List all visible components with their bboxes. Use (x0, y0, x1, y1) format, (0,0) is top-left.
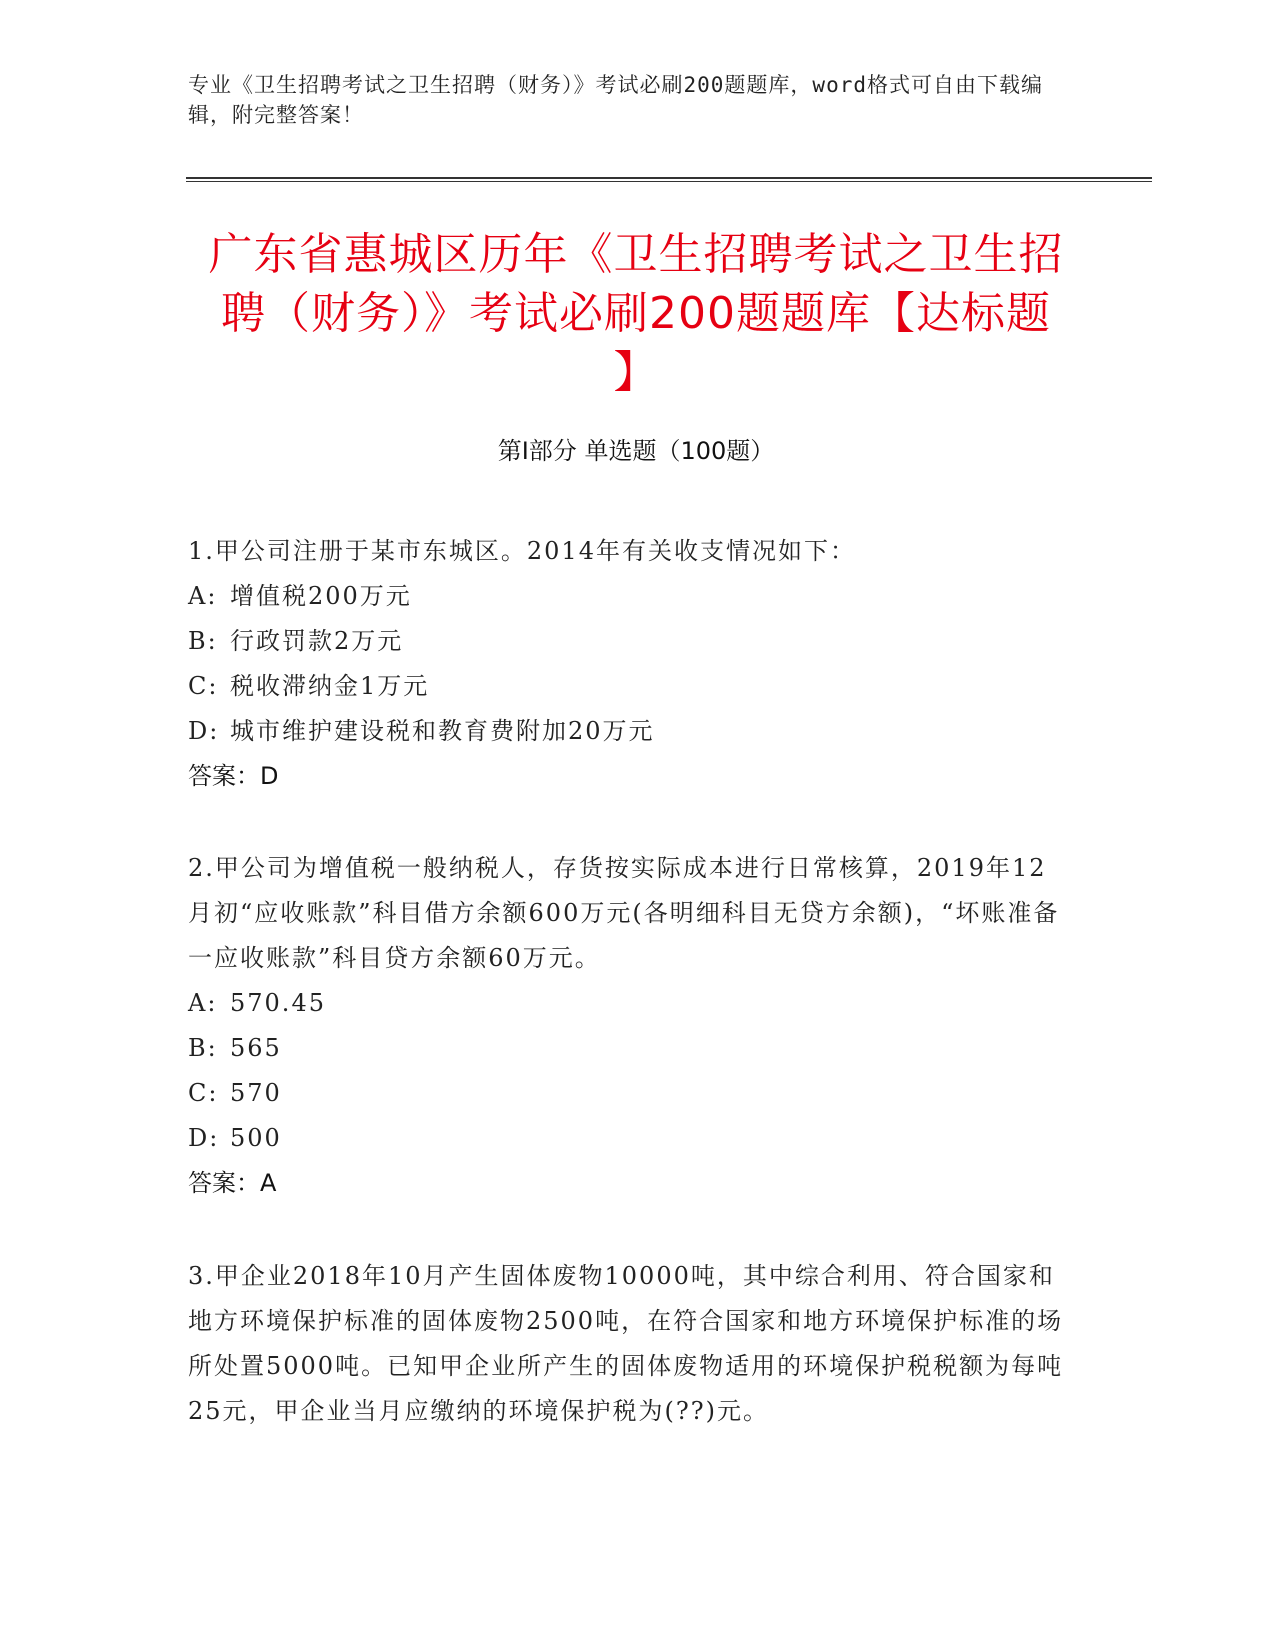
option-b (188, 1026, 1068, 1071)
option-d (188, 1116, 1068, 1161)
option-key: B: (188, 627, 218, 655)
option-key: C: (188, 1079, 219, 1107)
option-text: 城市维护建设税和教育费附加20万元 (230, 717, 655, 745)
option-key: D: (188, 717, 220, 745)
option-key: B: (188, 1034, 218, 1062)
option-key: D: (188, 1124, 220, 1152)
title-line: 聘（财务）》考试必刷200题题库【达标题 (221, 288, 1051, 339)
option-text: 565 (230, 1034, 282, 1062)
option-key: A: (188, 989, 218, 1017)
title-line: 广东省惠城区历年《卫生招聘考试之卫生招 (208, 229, 1064, 280)
document-intro: 专业《卫生招聘考试之卫生招聘（财务）》考试必刷200题题库，word格式可自由下载编辑，附完整答案！ (188, 73, 1043, 127)
option-text: 570.45 (230, 989, 326, 1017)
answer-line: 答案：A (188, 1169, 277, 1197)
option-key: A: (188, 582, 218, 610)
option-b (188, 619, 1068, 664)
section-heading: 第I部分 单选题（100题） (497, 437, 775, 465)
question-stem: 1.甲公司注册于某市东城区。2014年有关收支情况如下： (188, 537, 856, 565)
header-rule-thin (186, 181, 1152, 182)
document-title (186, 225, 1086, 402)
question-stem: 2.甲公司为增值税一般纳税人，存货按实际成本进行日常核算，2019年12月初“应收账款”科目借方余额600万元(各明细科目无贷方余额)，“坏账准备一应收账款”科目贷方余额60万元。 (188, 854, 1060, 972)
option-text: 增值税200万元 (230, 582, 412, 610)
question-3 (188, 1254, 1068, 1434)
title-line: 】 (613, 347, 659, 398)
option-text: 570 (230, 1079, 282, 1107)
header-rule-thick (186, 177, 1152, 179)
option-text: 行政罚款2万元 (230, 627, 404, 655)
question-2 (188, 846, 1068, 1206)
option-c (188, 1071, 1068, 1116)
answer-line: 答案：D (188, 762, 279, 790)
option-d (188, 709, 1068, 754)
option-a (188, 574, 1068, 619)
option-text: 500 (230, 1124, 282, 1152)
option-text: 税收滞纳金1万元 (230, 672, 430, 700)
question-stem: 3.甲企业2018年10月产生固体废物10000吨，其中综合利用、符合国家和地方环境保护标准的固体废物2500吨，在符合国家和地方环境保护标准的场所处置5000吨。已知甲企业所产生的固体废物适用的环境保护税税额为每吨25元，甲企业当月应缴纳的环境保护税为(??)元。 (188, 1262, 1064, 1425)
option-c (188, 664, 1068, 709)
question-1 (188, 529, 1068, 799)
option-a (188, 981, 1068, 1026)
option-key: C: (188, 672, 219, 700)
